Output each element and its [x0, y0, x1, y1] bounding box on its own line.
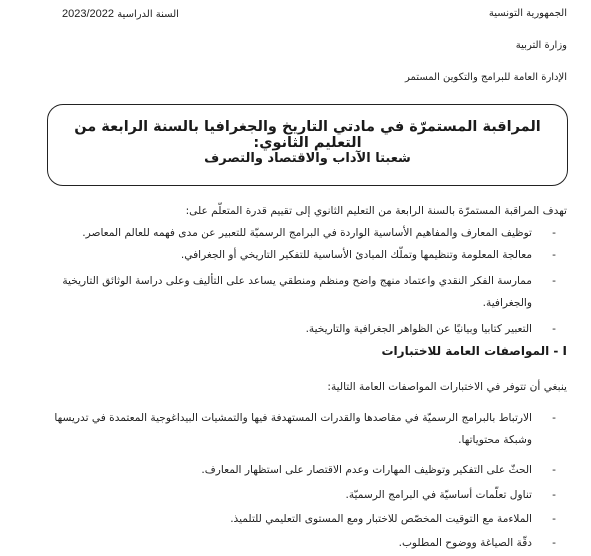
school-year-label: السنة الدراسية — [117, 9, 179, 20]
section-intro: ينبغي أن تتوفر في الاختبارات المواصفات العامة التالية: — [327, 381, 567, 393]
bullet-dash: - — [552, 227, 556, 239]
title-line-1: المراقبة المستمرّة في مادتي التاريخ والجغرافيا بالسنة الرابعة من التعليم الثانوي: — [74, 119, 541, 151]
list-item: - الملاءمة مع التوقيت المخصّص للاختبار ومع المستوى التعليمي للتلميذ. — [30, 508, 554, 530]
school-year — [62, 8, 179, 20]
bullet-dash: - — [552, 249, 556, 261]
title-box — [47, 104, 568, 186]
bullet-dash: - — [552, 412, 556, 424]
bullet-dash: - — [552, 489, 556, 501]
list-item: - التعبير كتابيا وبيانيًا عن الظواهر الجغرافية والتاريخية. — [30, 318, 554, 340]
ministry-label: وزارة التربية — [515, 40, 567, 51]
directorate-label: الإدارة العامة للبرامج والتكوين المستمر — [405, 72, 567, 83]
list-item: - الحثّ على التفكير وتوظيف المهارات وعدم الاقتصار على استظهار المعارف. — [30, 459, 554, 481]
bullet-dash: - — [552, 513, 556, 525]
list-item: - تناول تعلّمات أساسيّة في البرامج الرسميّة. — [30, 484, 554, 506]
intro-text: تهدف المراقبة المستمرّة بالسنة الرابعة من التعليم الثانوي إلى تقييم قدرة المتعلّم على: — [185, 205, 567, 217]
bullet-dash: - — [552, 464, 556, 476]
bullet-dash: - — [552, 275, 556, 287]
bullet-dash: - — [552, 323, 556, 335]
list-item: - ممارسة الفكر النقدي واعتماد منهج واضح ومنظم ومنطقي يساعد على التأليف وعلى دراسة الوثائق التاريخية والجغرافية. — [30, 270, 554, 314]
section-heading: I - المواصفات العامة للاختبارات — [381, 344, 567, 358]
list-item: - توظيف المعارف والمفاهيم الأساسية الواردة في البرامج الرسميّة للتعبير عن مدى فهمه للعالم المعاصر. — [30, 222, 554, 244]
list-item: - الارتباط بالبرامج الرسميّة في مقاصدها والقدرات المستهدفة فيها والتمشيات البيداغوجية المعتمدة في تدريسها وشبكة محتوياتها. — [30, 407, 554, 451]
title-line-2: شعبتا الآداب والاقتصاد والتصرف — [204, 151, 411, 166]
list-item: - دقّة الصياغة ووضوح المطلوب. — [30, 532, 554, 554]
school-year-value: 2023/2022 — [62, 8, 114, 20]
republic-label: الجمهورية التونسية — [488, 8, 567, 19]
bullet-dash: - — [552, 537, 556, 549]
list-item: - معالجة المعلومة وتنظيمها وتملّك المبادئ الأساسية للتفكير التاريخي أو الجغرافي. — [30, 244, 554, 266]
